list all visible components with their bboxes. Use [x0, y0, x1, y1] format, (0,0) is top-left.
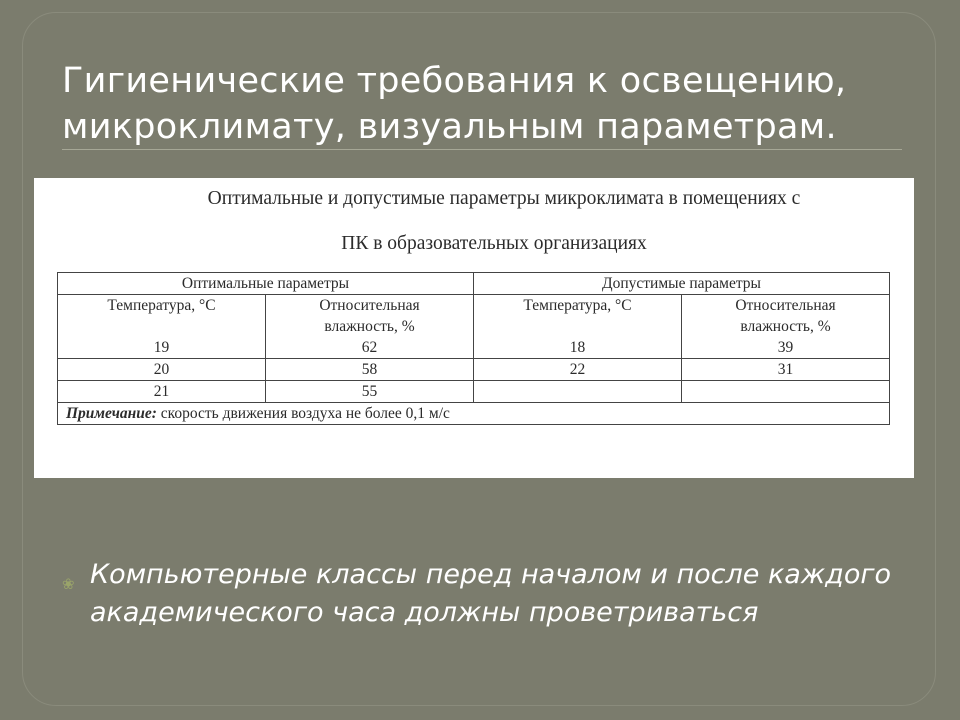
column-header: Температура, °С: [523, 297, 632, 314]
note-text: скорость движения воздуха не более 0,1 м/с: [156, 405, 450, 422]
title-line-2: микроклимату, визуальным параметрам.: [62, 107, 837, 147]
title-divider: [62, 149, 902, 150]
table-cell: 22: [474, 359, 682, 381]
column-header: Относительная влажность, %: [735, 297, 836, 335]
table-cell: 31: [682, 359, 890, 381]
table-caption-line-2: ПК в образовательных организациях: [341, 233, 647, 254]
table-caption-line-1: Оптимальные и допустимые параметры микроклимата в помещениях с: [207, 188, 801, 209]
table-cell: 20: [58, 359, 266, 381]
bullet-item: [62, 556, 912, 632]
bullet-icon: ❀: [62, 575, 75, 593]
column-header: Относительная влажность, %: [319, 297, 420, 335]
table-row: [58, 359, 890, 381]
column-header: Температура, °С: [107, 297, 216, 314]
table-cell: 39: [777, 339, 794, 356]
table-cell: 55: [266, 381, 474, 403]
table-cell: 21: [58, 381, 266, 403]
table-note: [58, 403, 890, 425]
document-image: [34, 178, 914, 478]
table-cell: 62: [361, 339, 378, 356]
table-cell: 18: [569, 339, 586, 356]
title-line-1: Гигиенические требования к освещению,: [62, 61, 847, 101]
note-label: Примечание:: [66, 405, 157, 422]
group-header-optimal: Оптимальные параметры: [58, 273, 474, 295]
table-cell: 19: [153, 339, 170, 356]
bullet-text: Компьютерные классы перед началом и после каждого академического часа должны проветриваться: [90, 559, 892, 628]
table-cell: [474, 381, 682, 403]
table-cell: 58: [266, 359, 474, 381]
microclimate-table: [57, 272, 890, 425]
group-header-permissible: Допустимые параметры: [474, 273, 890, 295]
table-row: [58, 381, 890, 403]
table-cell: [682, 381, 890, 403]
slide-title: [62, 58, 922, 150]
